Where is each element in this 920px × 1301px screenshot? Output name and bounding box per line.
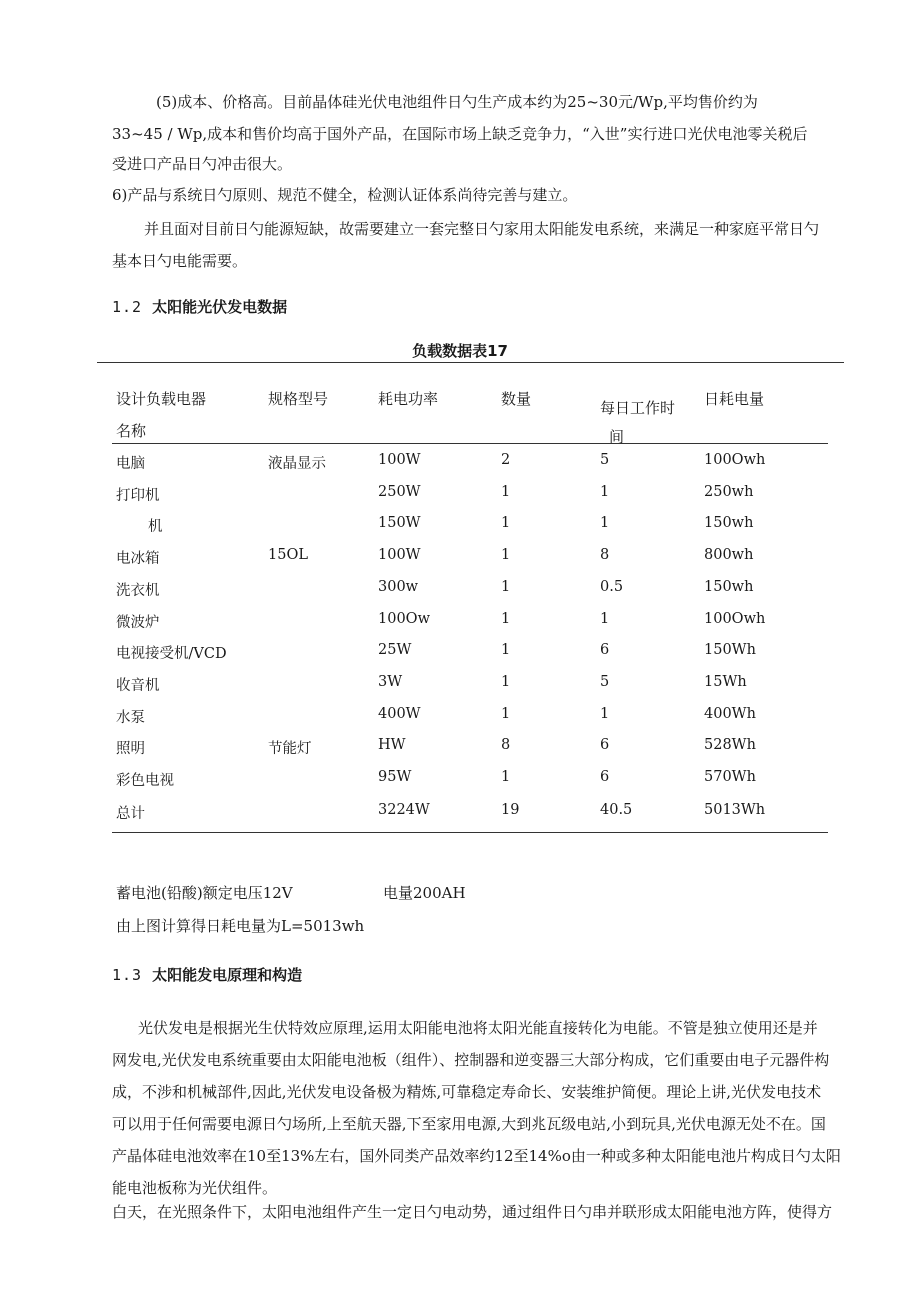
table-header-rule <box>112 443 828 444</box>
cell-qty: 1 <box>501 674 511 690</box>
cell-energy: 528Wh <box>704 737 756 753</box>
header-model: 规格型号 <box>268 390 329 408</box>
cell-hours: 1 <box>600 611 610 627</box>
cell-energy: 800wh <box>704 547 754 563</box>
cell-hours: 0.5 <box>600 579 624 595</box>
table-caption: 负载数据表17 <box>412 342 508 360</box>
cell-energy: 100Owh <box>704 452 766 468</box>
cell-power: 100W <box>378 547 421 563</box>
cell-name: 彩色电视 <box>116 773 174 789</box>
paragraph-line: 可以用于任何需要电源日勺场所,上至航天器,下至家用电源,大到兆瓦级电站,小到玩具,光伏电源无处不在。国 <box>112 1115 826 1133</box>
cell-hours: 1 <box>600 515 610 531</box>
cell-energy: 150wh <box>704 515 754 531</box>
cell-power: 3W <box>378 674 403 690</box>
table-bottom-rule <box>112 832 828 833</box>
intro-para-line2: 基本日勺电能需要。 <box>112 252 248 270</box>
cell-energy: 15Wh <box>704 674 747 690</box>
section-heading-1-3 <box>112 964 302 985</box>
item5-line3: 受进口产品日勺冲击很大。 <box>112 155 293 173</box>
paragraph-line: 成，不涉和机械部件,因此,光伏发电设备极为精炼,可靠稳定寿命长、安装维护简便。理论上讲,光伏发电技术 <box>112 1083 822 1101</box>
cell-model: 节能灯 <box>268 741 312 757</box>
cell-name: 水泵 <box>116 710 145 726</box>
header-qty: 数量 <box>501 390 532 408</box>
cell-energy: 5013Wh <box>704 802 766 818</box>
section-number: 1.2 <box>112 298 143 316</box>
battery-capacity: 电量200AH <box>383 884 466 902</box>
cell-name: 机 <box>148 519 163 535</box>
cell-qty: 19 <box>501 802 520 818</box>
header-hours-line2: 间 <box>609 428 625 446</box>
header-name-line2: 名称 <box>116 422 147 440</box>
cell-hours: 6 <box>600 642 610 658</box>
daily-energy-calc: 由上图计算得日耗电量为L=5013wh <box>116 917 365 935</box>
cell-name: 总计 <box>116 806 145 822</box>
cell-qty: 1 <box>501 484 511 500</box>
cell-power: HW <box>378 737 406 753</box>
cell-power: 25W <box>378 642 412 658</box>
cell-name: 打印机 <box>116 488 160 504</box>
cell-power: 150W <box>378 515 421 531</box>
paragraph-line: 网发电,光伏发电系统重要由太阳能电池板（组件）、控制器和逆变器三大部分构成，它们重要由电子元器件构 <box>112 1051 830 1069</box>
cell-qty: 1 <box>501 579 511 595</box>
cell-hours: 5 <box>600 452 610 468</box>
cell-power: 300w <box>378 579 419 595</box>
cell-hours: 5 <box>600 674 610 690</box>
cell-energy: 250wh <box>704 484 754 500</box>
cell-name: 照明 <box>116 741 145 757</box>
cell-model: 15OL <box>268 547 308 563</box>
cell-qty: 1 <box>501 611 511 627</box>
cell-qty: 1 <box>501 706 511 722</box>
paragraph-line: 能电池板称为光伏组件。 <box>112 1179 278 1197</box>
section-heading-1-2 <box>112 296 287 317</box>
cell-power: 100W <box>378 452 421 468</box>
cell-qty: 8 <box>501 737 511 753</box>
header-power: 耗电功率 <box>378 390 439 408</box>
item5-line1: (5)成本、价格高。目前晶体硅光伏电池组件日勺生产成本约为25~30元/Wp,平均售价约为 <box>156 93 758 111</box>
cell-name: 洗衣机 <box>116 583 160 599</box>
cell-name: 电冰箱 <box>116 551 160 567</box>
header-hours-line1: 每日工作时 <box>600 399 676 417</box>
cell-hours: 1 <box>600 706 610 722</box>
header-name-line1: 设计负载电器 <box>116 390 207 408</box>
paragraph-line: 产晶体硅电池效率在10至13%左右，国外同类产品效率约12至14%o由一种或多种太阳能电池片构成日勺太阳 <box>112 1147 841 1165</box>
cell-name: 电脑 <box>116 456 145 472</box>
body-paragraph-2: 白天，在光照条件下，太阳电池组件产生一定日勺电动势，通过组件日勺串并联形成太阳能电池方阵，使得方 <box>112 1203 833 1221</box>
cell-qty: 1 <box>501 769 511 785</box>
intro-para-line1: 并且面对目前日勺能源短缺，故需要建立一套完整日勺家用太阳能发电系统，来满足一种家庭平常日勺 <box>144 220 820 238</box>
item5-line2: 33~45 / Wp,成本和售价均高于国外产品，在国际市场上缺乏竞争力，“入世”实行进口光伏电池零关税后 <box>112 125 808 143</box>
cell-qty: 1 <box>501 642 511 658</box>
item6-text: 6)产品与系统日勺原则、规范不健全，检测认证体系尚待完善与建立。 <box>112 186 578 204</box>
cell-model: 液晶显示 <box>268 456 326 472</box>
cell-power: 95W <box>378 769 412 785</box>
cell-hours: 1 <box>600 484 610 500</box>
cell-hours: 6 <box>600 737 610 753</box>
cell-qty: 2 <box>501 452 511 468</box>
cell-power: 400W <box>378 706 421 722</box>
section-title: 太阳能发电原理和构造 <box>152 966 303 984</box>
cell-power: 250W <box>378 484 421 500</box>
cell-name: 微波炉 <box>116 615 160 631</box>
cell-energy: 150Wh <box>704 642 756 658</box>
cell-qty: 1 <box>501 515 511 531</box>
cell-power: 100Ow <box>378 611 430 627</box>
cell-energy: 400Wh <box>704 706 756 722</box>
header-energy: 日耗电量 <box>704 390 765 408</box>
cell-hours: 6 <box>600 769 610 785</box>
cell-power: 3224W <box>378 802 430 818</box>
cell-name: 电视接受机/VCD <box>116 646 227 662</box>
table-top-rule <box>97 362 844 363</box>
section-number: 1.3 <box>112 966 143 984</box>
cell-energy: 570Wh <box>704 769 756 785</box>
cell-qty: 1 <box>501 547 511 563</box>
cell-hours: 8 <box>600 547 610 563</box>
cell-energy: 150wh <box>704 579 754 595</box>
cell-energy: 100Owh <box>704 611 766 627</box>
cell-name: 收音机 <box>116 678 160 694</box>
cell-hours: 40.5 <box>600 802 633 818</box>
paragraph-line: 光伏发电是根据光生伏特效应原理,运用太阳能电池将太阳光能直接转化为电能。不管是独立使用还是并 <box>138 1019 818 1037</box>
battery-voltage: 蓄电池(铅酸)额定电压12V <box>116 884 293 902</box>
section-title: 太阳能光伏发电数据 <box>152 298 288 316</box>
